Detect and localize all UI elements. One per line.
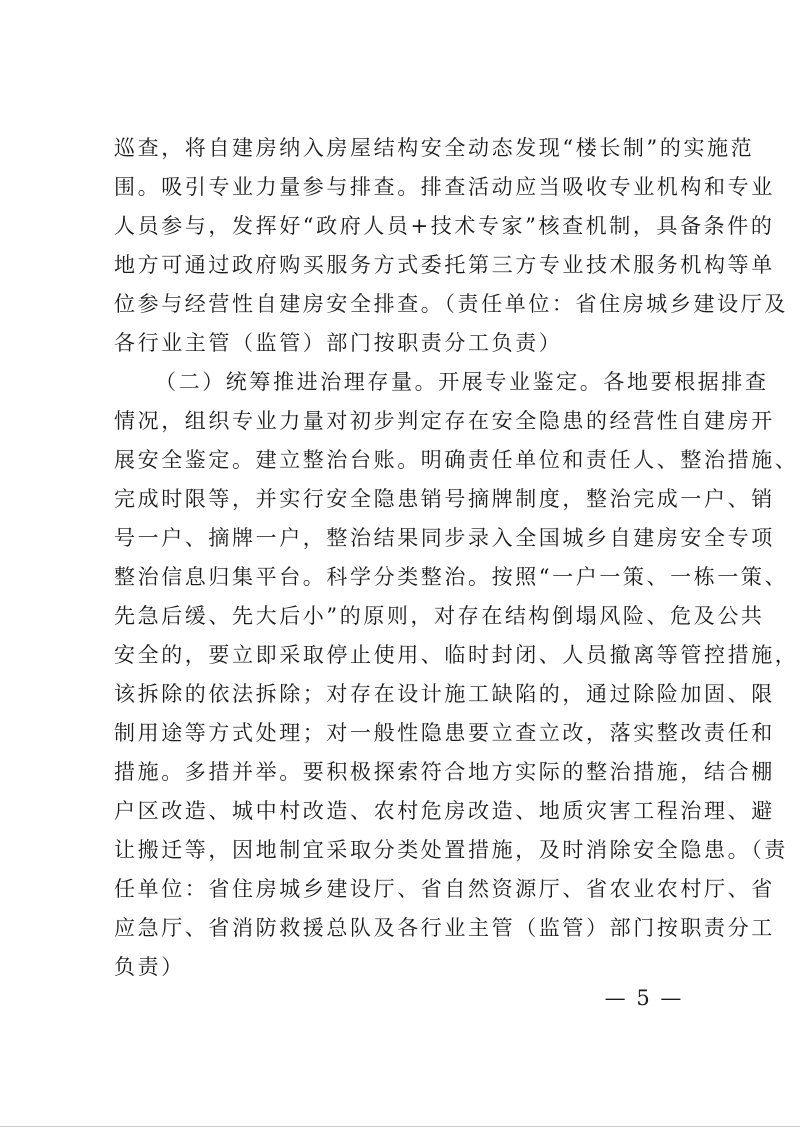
paragraph-line: 让搬迁等，因地制宜采取分类处置措施，及时消除安全隐患。（责 (114, 838, 788, 862)
page-number: — 5 — (604, 986, 684, 1010)
paragraph-line: 位参与经营性自建房安全排查。（责任单位：省住房城乡建设厅及 (114, 292, 788, 316)
page-bottom-edge (0, 1126, 800, 1127)
paragraph-line: 完成时限等，并实行安全隐患销号摘牌制度，整治完成一户、销 (114, 487, 775, 511)
paragraph-line: 地方可通过政府购买服务方式委托第三方专业技术服务机构等单 (114, 253, 775, 277)
paragraph-line: 制用途等方式处理；对一般性隐患要立查立改，落实整改责任和 (114, 721, 775, 745)
paragraph-line: 整治信息归集平台。科学分类整治。按照“一户一策、一栋一策、 (114, 565, 789, 589)
paragraph-line: 巡查，将自建房纳入房屋结构安全动态发现“楼长制”的实施范 (114, 136, 755, 160)
paragraph-line: 展安全鉴定。建立整治台账。明确责任单位和责任人、整治措施、 (114, 448, 799, 472)
paragraph-line: 情况，组织专业力量对初步判定存在安全隐患的经营性自建房开 (114, 409, 775, 433)
paragraph-line: 措施。多措并举。要积极探索符合地方实际的整治措施，结合棚 (114, 760, 775, 784)
section-heading-line: （二）统筹推进治理存量。开展专业鉴定。各地要根据排查 (155, 370, 769, 394)
paragraph-line: 任单位：省住房城乡建设厅、省自然资源厅、省农业农村厅、省 (114, 877, 775, 901)
paragraph-line: 先急后缓、先大后小”的原则，对存在结构倒塌风险、危及公共 (114, 604, 765, 628)
paragraph-line: 安全的，要立即采取停止使用、临时封闭、人员撤离等管控措施， (114, 643, 799, 667)
paragraph-line: 人员参与，发挥好“政府人员+技术专家”核查机制，具备条件的 (114, 214, 775, 238)
paragraph-line: 各行业主管（监管）部门按职责分工负责） (114, 331, 563, 355)
paragraph-line: 该拆除的依法拆除；对存在设计施工缺陷的，通过除险加固、限 (114, 682, 775, 706)
paragraph-line: 号一户、摘牌一户，整治结果同步录入全国城乡自建房安全专项 (114, 526, 775, 550)
paragraph-line: 户区改造、城中村改造、农村危房改造、地质灾害工程治理、避 (114, 799, 775, 823)
paragraph-line: 应急厅、省消防救援总队及各行业主管（监管）部门按职责分工 (114, 916, 775, 940)
paragraph-line: 负责） (114, 955, 185, 979)
paragraph-line: 围。吸引专业力量参与排查。排查活动应当吸收专业机构和专业 (114, 175, 775, 199)
